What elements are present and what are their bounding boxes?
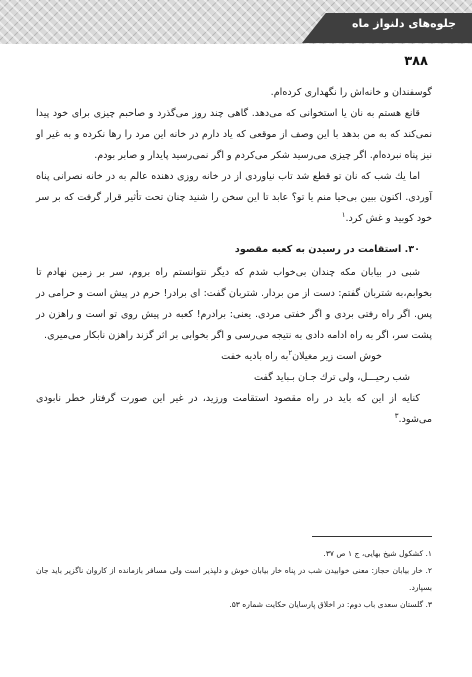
footnote-divider — [312, 536, 432, 537]
paragraph-1: گوسفندان و خانه‌اش را نگهداری کرده‌ام. — [270, 87, 432, 98]
page-content — [36, 82, 432, 430]
footnotes — [36, 545, 432, 613]
footnote-ref-3: ۳ — [394, 411, 399, 420]
footnote-ref-1: ۱ — [341, 210, 346, 219]
footnote-2: ۲. خار بیابان حجاز: معنی خوابیدن شب در پناه خار بیابان خوش و دلپذیر است ولی مسافر بازمانده از کاروان ناگزیر باید جان بسپارد. — [36, 566, 432, 592]
paragraph-4: شبی در بیابان مکه چندان بی‌خواب شدم که دیگر نتوانستم راه بروم، سر بر زمین نهادم تا بخوابم،به شتربان گفتم: دست از من بردار. شتربان گفت: ای برادر! حرم در پیش است و حرامی در پس. اگر راه رفتی بردی و اگر خفتی مردی. یعنی: برادرم! کعبه در پیش روی تو است و راهزن در پشت سر، اگر به راه ادامه دادی به نتیجه می‌رسی و اگر بخوابی بر اثر گزند راهزن نابکار می‌میری. — [36, 267, 432, 341]
paragraph-3-text: اما یك شب که نان تو قطع شد تاب نیاوردی از در خانه روزی دهنده عالم به در خانه نصرانی پناه آوردی. اکنون ببین بی‌حیا منم یا تو؟ عابد تا این سخن را شنید چنان تحت تأثیر قرار گرفت که بر سر خود کوبید و غش کرد. — [36, 171, 432, 224]
footnote-3: ۳. گلستان سعدی باب دوم: در اخلاق پارسایان حکایت شماره ۵۳. — [229, 600, 432, 609]
verse-1-part-b: به راه بادیه خفت — [221, 351, 289, 362]
verse-1-part-a: خوش است زیر مغیلان — [292, 351, 382, 362]
footnote-ref-2: ۲ — [288, 348, 293, 357]
verse-2: شب رحیـــل، ولی ترك جـان بـباید گفت — [254, 372, 410, 383]
paragraph-2: قانع هستم به نان یا استخوانی که می‌دهد. گاهی چند روز می‌گذرد و صاحبم چیزی برای خود پیدا نمی‌کند که به من بدهد با این وصف از موقعی که یاد دارم در خانه این مرد را رها نکرده و به غیر او نیز پناه نبرده‌ام. اگر چیزی می‌رسید شکر می‌کردم و اگر نمی‌رسید پایدار و صابر بودم. — [36, 108, 432, 161]
paragraph-5-text: کنایه از این که باید در راه مقصود استقامت ورزید، در غیر این صورت گرفتار خطر نابودی می‌شود. — [36, 393, 432, 425]
page-number: ۳۸۸ — [404, 54, 428, 69]
section-title: ۳۰. استقامت در رسیدن به کعبه مقصود — [234, 244, 420, 255]
page-header — [0, 0, 472, 48]
footnote-1: ۱. کشکول شیخ بهایی، ج ۱ ص ۳۷. — [323, 549, 432, 558]
verse-1 — [36, 346, 432, 367]
paragraph-3 — [36, 166, 432, 229]
poem — [36, 346, 432, 388]
book-title: جلوه‌های دلنواز ماه — [351, 17, 456, 30]
paragraph-5 — [36, 388, 432, 430]
